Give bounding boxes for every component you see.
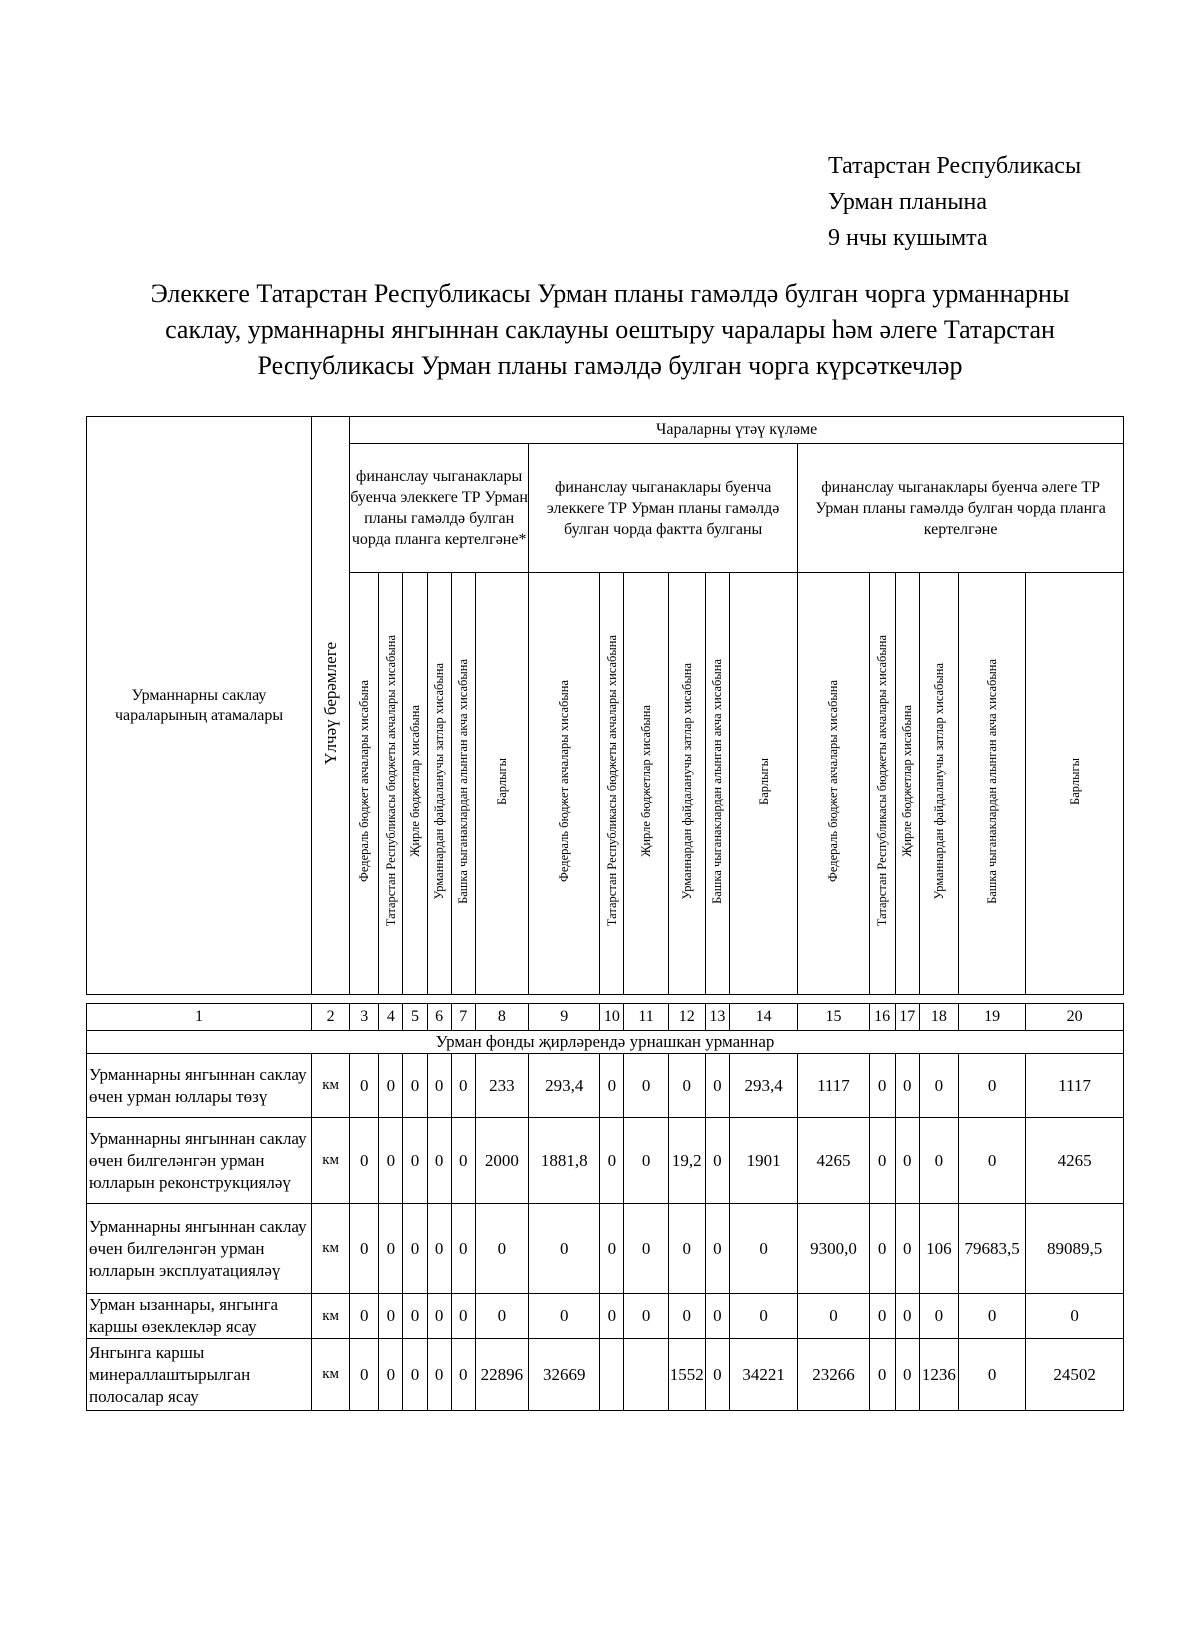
subheader-local-group-2 — [624, 573, 668, 995]
subheader-other-group-2 — [705, 573, 729, 995]
table-cell: 0 — [379, 1118, 403, 1204]
table-cell: 0 — [600, 1054, 624, 1118]
table-cell: 0 — [624, 1294, 668, 1339]
measure-unit: км — [312, 1294, 350, 1339]
subheader-total-group-2 — [729, 573, 797, 995]
subheader-local-group-3 — [895, 573, 919, 995]
subheader-users-group-2 — [668, 573, 705, 995]
header-unit-label: Үлчәү берәмлеге — [320, 641, 340, 765]
subheader-local-group-1 — [403, 573, 427, 995]
subheader-label: Федераль бюджет акчалары хисабына — [557, 680, 572, 882]
column-number: 20 — [1026, 1004, 1124, 1031]
subheader-label: Федераль бюджет акчалары хисабына — [357, 680, 372, 882]
table-cell: 2000 — [475, 1118, 528, 1204]
table-cell: 0 — [529, 1204, 600, 1294]
table-cell: 0 — [451, 1204, 475, 1294]
subheader-label: Башка чыганаклардан алынган акча хисабына — [985, 658, 1000, 904]
column-number: 9 — [529, 1004, 600, 1031]
table-cell: 0 — [895, 1339, 919, 1411]
subheader-label: Татарстан Республикасы бюджеты акчалары хисабына — [875, 635, 890, 927]
table-cell: 233 — [475, 1054, 528, 1118]
table-cell: 0 — [379, 1204, 403, 1294]
table-cell: 0 — [624, 1118, 668, 1204]
subheader-tatarstan-group-1 — [379, 573, 403, 995]
table-cell: 4265 — [1026, 1118, 1124, 1204]
subheader-tatarstan-group-2 — [600, 573, 624, 995]
table-cell: 4265 — [798, 1118, 869, 1204]
table-cell: 24502 — [1026, 1339, 1124, 1411]
subheader-label: Башка чыганаклардан алынган акча хисабына — [456, 658, 471, 904]
header-group-planned-previous: финанслау чыганаклары буенча элеккеге ТР Урман планы гамәлдә булган чорда планга кертелгәне* — [350, 444, 529, 573]
subheader-label: Урманнардан файдаланучы затлар хисабына — [432, 662, 447, 900]
table-cell: 0 — [350, 1204, 379, 1294]
table-row — [87, 1339, 1124, 1411]
table-cell: 0 — [705, 1339, 729, 1411]
column-number: 11 — [624, 1004, 668, 1031]
header-group-planned-current: финанслау чыганаклары буенча әлеге ТР Урман планы гамәлдә булган чорда планга кертелгәне — [798, 444, 1124, 573]
column-number: 1 — [87, 1004, 312, 1031]
subheader-tatarstan-group-3 — [869, 573, 895, 995]
table-cell: 0 — [427, 1339, 451, 1411]
table-cell: 0 — [451, 1294, 475, 1339]
measure-unit: км — [312, 1339, 350, 1411]
table-cell — [600, 1339, 624, 1411]
table-cell: 0 — [451, 1339, 475, 1411]
table-cell: 0 — [895, 1118, 919, 1204]
table-cell: 0 — [403, 1118, 427, 1204]
table-row — [87, 1204, 1124, 1294]
table-cell: 1901 — [729, 1118, 797, 1204]
table-cell: 32669 — [529, 1339, 600, 1411]
table-cell: 0 — [668, 1294, 705, 1339]
column-number: 3 — [350, 1004, 379, 1031]
subheader-other-group-3 — [959, 573, 1026, 995]
subheader-label: Татарстан Республикасы бюджеты акчалары хисабына — [383, 635, 398, 927]
table-cell: 0 — [895, 1204, 919, 1294]
table-cell: 0 — [869, 1054, 895, 1118]
header-unit — [312, 417, 350, 995]
subheader-label: Башка чыганаклардан алынган акча хисабына — [710, 658, 725, 904]
table-cell: 1117 — [1026, 1054, 1124, 1118]
approval-line-3: 9 нчы кушымта — [828, 225, 988, 251]
column-number: 8 — [475, 1004, 528, 1031]
table-cell: 0 — [869, 1118, 895, 1204]
subheader-label: Барлыгы — [494, 757, 509, 805]
subheader-total-group-3 — [1026, 573, 1124, 995]
table-cell: 19,2 — [668, 1118, 705, 1204]
table-cell: 0 — [451, 1054, 475, 1118]
table-cell: 0 — [403, 1054, 427, 1118]
table-cell: 1552 — [668, 1339, 705, 1411]
title-line-2: саклау, урманнарны янгыннан саклауны оештыру чаралары һәм әлеге Татарстан — [165, 315, 1055, 344]
table-cell: 0 — [1026, 1294, 1124, 1339]
table-cell — [624, 1339, 668, 1411]
title-line-3: Республикасы Урман планы гамәлдә булган чорга күрсәткечләр — [257, 351, 963, 380]
column-number: 18 — [919, 1004, 958, 1031]
table-cell: 0 — [705, 1294, 729, 1339]
table-cell: 0 — [600, 1118, 624, 1204]
table-cell: 0 — [729, 1294, 797, 1339]
subheader-label: Җирле бюджетлар хисабына — [900, 705, 915, 857]
section-title: Урман фонды җирләрендә урнашкан урманнар — [87, 1031, 1124, 1054]
column-number: 13 — [705, 1004, 729, 1031]
table-cell: 9300,0 — [798, 1204, 869, 1294]
table-cell: 0 — [869, 1204, 895, 1294]
table-cell: 0 — [403, 1339, 427, 1411]
table-cell: 0 — [427, 1204, 451, 1294]
header-volume: Чараларны үтәү күләме — [350, 417, 1124, 444]
table-cell: 0 — [350, 1054, 379, 1118]
subheader-total-group-1 — [475, 573, 528, 995]
measure-name: Урманнарны янгыннан саклау өчен билгеләнгән урман юлларын эксплуатацияләү — [87, 1204, 312, 1294]
table-cell: 293,4 — [729, 1054, 797, 1118]
table-cell: 0 — [705, 1054, 729, 1118]
table-cell: 0 — [427, 1294, 451, 1339]
table-row — [87, 1054, 1124, 1118]
column-number: 16 — [869, 1004, 895, 1031]
table-cell: 0 — [869, 1339, 895, 1411]
subheader-label: Федераль бюджет акчалары хисабына — [826, 680, 841, 882]
table-cell: 0 — [705, 1118, 729, 1204]
table-cell: 0 — [919, 1118, 958, 1204]
table-cell: 0 — [959, 1054, 1026, 1118]
subheader-federal-group-1 — [350, 573, 379, 995]
measure-name: Урманнарны янгыннан саклау өчен урман юллары төзү — [87, 1054, 312, 1118]
header-gap — [87, 995, 1124, 1004]
approval-line-2: Урман планына — [828, 189, 987, 215]
subheader-users-group-1 — [427, 573, 451, 995]
subheader-other-group-1 — [451, 573, 475, 995]
table-cell: 106 — [919, 1204, 958, 1294]
approval-block — [828, 148, 1081, 256]
table-cell: 0 — [451, 1118, 475, 1204]
table-cell: 0 — [475, 1294, 528, 1339]
subheader-label: Барлыгы — [756, 757, 771, 805]
title-line-1: Элеккеге Татарстан Республикасы Урман планы гамәлдә булган чорга урманнарны — [150, 279, 1070, 308]
table-cell: 0 — [869, 1294, 895, 1339]
measures-table — [86, 416, 1124, 1411]
subheader-label: Татарстан Республикасы бюджеты акчалары хисабына — [604, 635, 619, 927]
table-cell: 0 — [959, 1294, 1026, 1339]
table-cell: 0 — [403, 1294, 427, 1339]
table-cell: 0 — [729, 1204, 797, 1294]
table-cell: 0 — [624, 1204, 668, 1294]
table-cell: 0 — [668, 1054, 705, 1118]
table-cell: 0 — [959, 1339, 1026, 1411]
table-cell: 0 — [600, 1294, 624, 1339]
column-number: 12 — [668, 1004, 705, 1031]
table-cell: 0 — [600, 1204, 624, 1294]
table-cell: 293,4 — [529, 1054, 600, 1118]
approval-line-1: Татарстан Республикасы — [828, 153, 1082, 179]
table-cell: 0 — [379, 1054, 403, 1118]
column-number: 10 — [600, 1004, 624, 1031]
table-cell: 1236 — [919, 1339, 958, 1411]
table-cell: 0 — [895, 1294, 919, 1339]
subheader-label: Җирле бюджетлар хисабына — [408, 705, 423, 857]
table-cell: 0 — [379, 1294, 403, 1339]
measure-name: Урман ызаннары, янгынга каршы өзеклекләр ясау — [87, 1294, 312, 1339]
table-cell: 0 — [919, 1054, 958, 1118]
subheader-label: Урманнардан файдаланучы затлар хисабына — [679, 662, 694, 900]
column-number: 14 — [729, 1004, 797, 1031]
measure-unit: км — [312, 1204, 350, 1294]
subheader-label: Урманнардан файдаланучы затлар хисабына — [931, 662, 946, 900]
table-cell: 0 — [427, 1054, 451, 1118]
table-cell: 1881,8 — [529, 1118, 600, 1204]
table-cell: 0 — [705, 1204, 729, 1294]
subheader-label: Барлыгы — [1067, 757, 1082, 805]
table-cell: 0 — [529, 1294, 600, 1339]
table-cell: 0 — [403, 1204, 427, 1294]
subheader-federal-group-3 — [798, 573, 869, 995]
table-cell: 0 — [798, 1294, 869, 1339]
measure-name: Янгынга каршы минераллаштырылган полосалар ясау — [87, 1339, 312, 1411]
column-number: 7 — [451, 1004, 475, 1031]
table-cell: 0 — [895, 1054, 919, 1118]
table-cell: 0 — [475, 1204, 528, 1294]
table-cell: 0 — [959, 1118, 1026, 1204]
column-number: 4 — [379, 1004, 403, 1031]
subheader-users-group-3 — [919, 573, 958, 995]
table-cell: 0 — [427, 1118, 451, 1204]
table-cell: 0 — [379, 1339, 403, 1411]
header-group-actual-previous: финанслау чыганаклары буенча элеккеге ТР Урман планы гамәлдә булган чорда фактта булганы — [529, 444, 798, 573]
measure-unit: км — [312, 1118, 350, 1204]
subheader-federal-group-2 — [529, 573, 600, 995]
column-number: 17 — [895, 1004, 919, 1031]
table-cell: 0 — [350, 1339, 379, 1411]
table-cell: 0 — [350, 1118, 379, 1204]
table-cell: 89089,5 — [1026, 1204, 1124, 1294]
measure-unit: км — [312, 1054, 350, 1118]
column-number: 2 — [312, 1004, 350, 1031]
table-cell: 0 — [919, 1294, 958, 1339]
table-cell: 1117 — [798, 1054, 869, 1118]
column-number: 5 — [403, 1004, 427, 1031]
table-cell: 34221 — [729, 1339, 797, 1411]
table-cell: 0 — [668, 1204, 705, 1294]
table-row — [87, 1118, 1124, 1204]
measure-name: Урманнарны янгыннан саклау өчен билгеләнгән урман юлларын реконструкцияләү — [87, 1118, 312, 1204]
subheader-label: Җирле бюджетлар хисабына — [639, 705, 654, 857]
column-number: 19 — [959, 1004, 1026, 1031]
table-cell: 23266 — [798, 1339, 869, 1411]
table-cell: 22896 — [475, 1339, 528, 1411]
table-row — [87, 1294, 1124, 1339]
table-cell: 79683,5 — [959, 1204, 1026, 1294]
column-number: 6 — [427, 1004, 451, 1031]
document-title — [90, 276, 1130, 384]
table-cell: 0 — [624, 1054, 668, 1118]
table-cell: 0 — [350, 1294, 379, 1339]
header-measure-names: Урманнарны саклау чараларының атамалары — [87, 417, 312, 995]
column-number: 15 — [798, 1004, 869, 1031]
